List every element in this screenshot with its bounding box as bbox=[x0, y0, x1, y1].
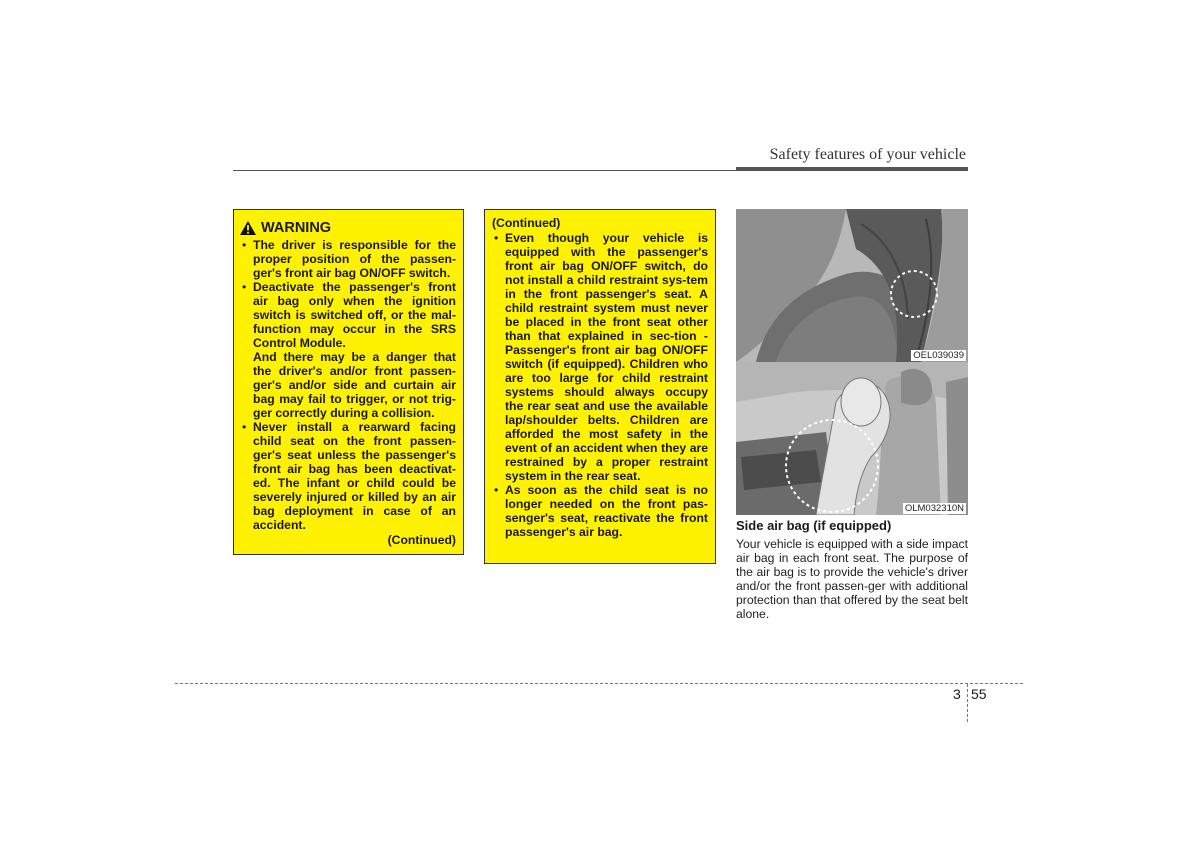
section-body: Your vehicle is equipped with a side impact air bag in each front seat. The purpose of the air bag is to provide the vehicle's driver and/or the front passen-ger with additional protection than that offered by the seat belt alone. bbox=[736, 537, 968, 621]
continued-item: • Even though your vehicle is equipped with the passenger's front air bag ON/OFF switch, do not install a child restraint sys-tem in the front passenger's seat. A child restraint system must never be placed in the front seat other than that explained in sec-tion - Passenger's front air bag ON/OFF switch (if equipped). Children who are too large for child restraint systems should always occupy the rear seat and use the available lap/shoulder belts. Children are afforded the most safety in the event of an accident when they are restrained by a proper restraint system in the rear seat. bbox=[492, 231, 708, 483]
footer-rule bbox=[175, 683, 1023, 684]
warning-list bbox=[240, 238, 456, 350]
warning-subparagraph: And there may be a danger that the driver's and/or front passen-ger's and/or side and curtain air bag may fail to trigger, or not trig-ger correctly during a collision. bbox=[253, 350, 456, 420]
seat-illustration bbox=[736, 209, 968, 362]
page-number: 55 bbox=[971, 686, 987, 702]
warning-box bbox=[233, 209, 464, 555]
chapter-number: 3 bbox=[953, 686, 961, 702]
footer-divider bbox=[967, 684, 968, 722]
continued-label: (Continued) bbox=[387, 533, 456, 547]
figure-code: OLM032310N bbox=[904, 503, 964, 514]
warning-item: • Never install a rearward facing child seat on the front passen-ger's seat unless the passenger's front air bag has been deactivat-ed. The infant or child could be severely injured or killed by an air bag deployment in case of an accident. bbox=[240, 420, 456, 532]
warning-triangle-icon bbox=[240, 221, 256, 235]
figure-code: OEL039039 bbox=[913, 350, 964, 361]
continued-header: (Continued) bbox=[492, 216, 561, 230]
continued-item: • As soon as the child seat is no longer needed on the front pas-senger's seat, reactivate the front passenger's air bag. bbox=[492, 483, 708, 539]
page-header-title: Safety features of your vehicle bbox=[769, 146, 966, 163]
section-heading: Side air bag (if equipped) bbox=[736, 518, 892, 533]
header-rule-accent bbox=[736, 167, 968, 171]
side-airbag-figure bbox=[736, 362, 968, 515]
side-airbag-illustration bbox=[736, 362, 968, 515]
seat-airbag-figure bbox=[736, 209, 968, 362]
warning-item-text: Deactivate the passenger's front air bag only when the ignition switch is switched off, or the mal-function may occur in the SRS Control Module. bbox=[253, 280, 456, 350]
warning-item: • The driver is responsible for the proper position of the passen-ger's front air bag ON/OFF switch. bbox=[240, 238, 456, 280]
warning-title bbox=[240, 219, 456, 237]
warning-item bbox=[240, 280, 456, 350]
continued-list bbox=[492, 231, 708, 539]
warning-title-text: WARNING bbox=[261, 220, 332, 236]
warning-list-continued bbox=[240, 420, 456, 532]
continued-warning-box bbox=[484, 209, 716, 564]
